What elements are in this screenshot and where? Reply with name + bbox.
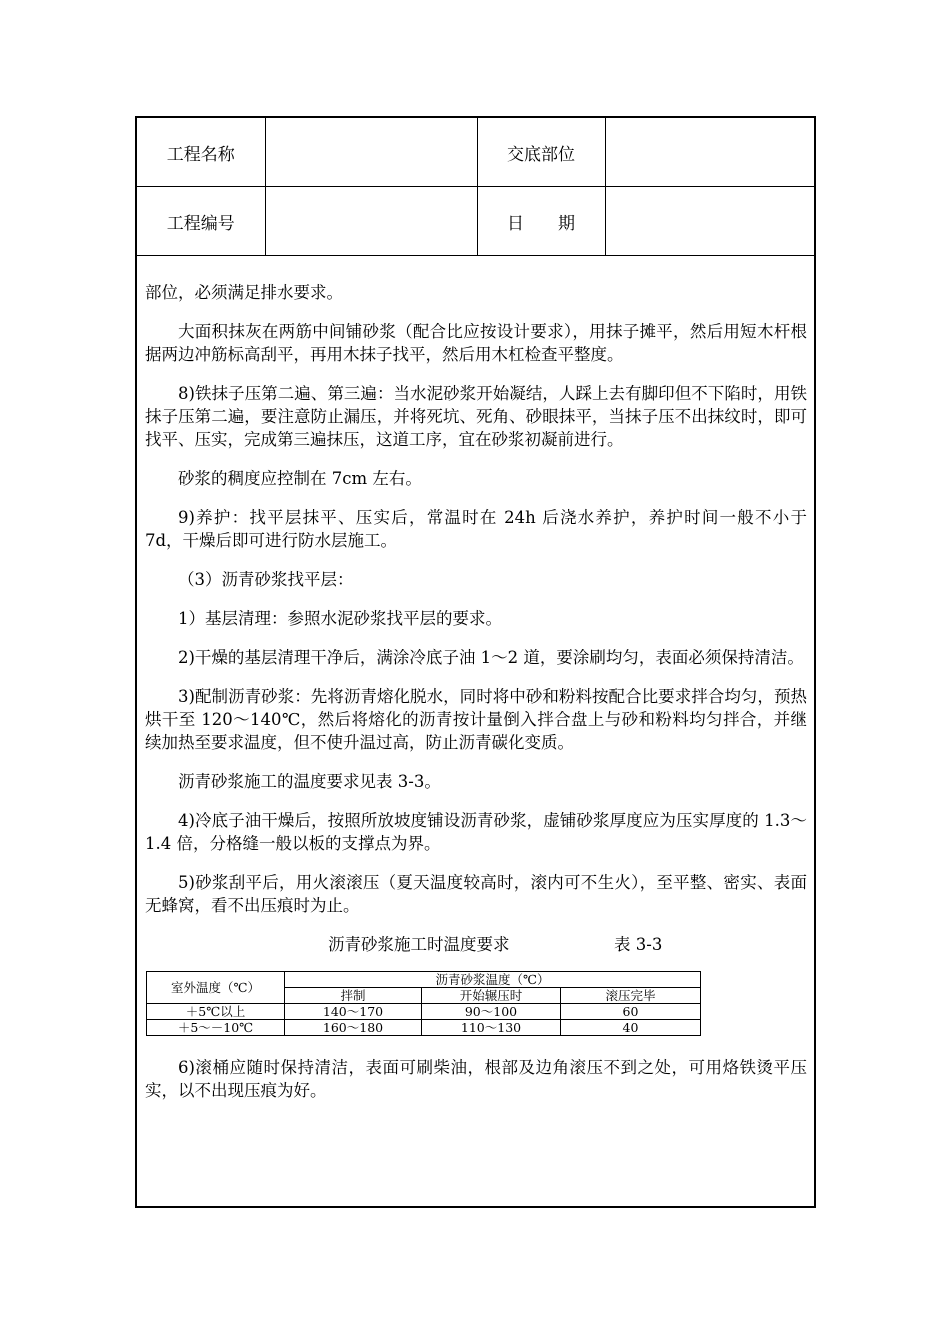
table-caption (145, 933, 807, 957)
subheader-rolling-end: 滚压完毕 (561, 988, 701, 1004)
temperature-table (146, 971, 701, 1036)
outdoor-temp-header: 室外温度（℃） (147, 972, 285, 1004)
paragraph: 1）基层清理：参照水泥砂浆找平层的要求。 (178, 609, 502, 628)
table-header-row (147, 972, 701, 988)
table-row (147, 1020, 701, 1036)
paragraph: 3)配制沥青砂浆：先将沥青熔化脱水，同时将中砂和粉料按配合比要求拌合均匀，预热烘干至 120～140℃，然后将熔化的沥青按计量倒入拌合盘上与砂和粉料均匀拌合，并继续加热至要求温度，但不使升温过高，防止沥青碳化变质。 (145, 687, 807, 752)
paragraph: 大面积抹灰在两筋中间铺砂浆（配合比应按设计要求），用抹子摊平，然后用短木杆根据两边冲筋标高刮平，再用木抹子找平，然后用木杠检查平整度。 (145, 322, 807, 364)
date-value (605, 187, 814, 256)
table-number: 表 3-3 (614, 935, 663, 954)
paragraph: 9)养护：找平层抹平、压实后，常温时在 24h 后浇水养护，养护时间一般不小于 7d，干燥后即可进行防水层施工。 (145, 508, 807, 550)
paragraph: 8)铁抹子压第二遍、第三遍：当水泥砂浆开始凝结，人踩上去有脚印但不下陷时，用铁抹子压第二遍，要注意防止漏压，并将死坑、死角、砂眼抹平，当抹子压不出抹纹时，即可找平、压实，完成第三遍抹压，这道工序，宜在砂浆初凝前进行。 (145, 384, 807, 449)
disclosure-part-label: 交底部位 (477, 118, 605, 187)
cell-rolling-end: 60 (561, 1004, 701, 1020)
paragraph: 沥青砂浆施工的温度要求见表 3-3。 (178, 772, 441, 791)
cell-rolling-end: 40 (561, 1020, 701, 1036)
paragraph: （3）沥青砂浆找平层： (178, 570, 354, 589)
header-row-2 (137, 187, 814, 256)
cell-mixing: 160～180 (285, 1020, 422, 1036)
cell-outdoor: ＋5～－10℃ (147, 1020, 285, 1036)
cell-rolling-start: 110～130 (422, 1020, 561, 1036)
paragraph: 2)干燥的基层清理干净后，满涂冷底子油 1～2 道，要涂刷均匀，表面必须保持清洁。 (178, 648, 804, 667)
paragraph: 5)砂浆刮平后，用火滚滚压（夏天温度较高时，滚内可不生火），至平整、密实、表面无蜂窝，看不出压痕时为止。 (145, 873, 807, 915)
mortar-temp-header: 沥青砂浆温度（℃） (285, 972, 701, 988)
cell-mixing: 140～170 (285, 1004, 422, 1020)
paragraph: 4)冷底子油干燥后，按照所放坡度铺设沥青砂浆，虚铺砂浆厚度应为压实厚度的 1.3～1.4 倍，分格缝一般以板的支撑点为界。 (145, 811, 807, 853)
project-name-value (265, 118, 477, 187)
header-table (137, 118, 814, 256)
subheader-rolling-start: 开始辗压时 (422, 988, 561, 1004)
cell-rolling-start: 90～100 (422, 1004, 561, 1020)
paragraph: 砂浆的稠度应控制在 7cm 左右。 (178, 469, 422, 488)
project-name-label: 工程名称 (137, 118, 265, 187)
date-label: 日 期 (477, 187, 605, 256)
paragraph: 6)滚桶应随时保持清洁，表面可刷柴油，根部及边角滚压不到之处，可用烙铁烫平压实，以不出现压痕为好。 (145, 1058, 807, 1100)
disclosure-part-value (605, 118, 814, 187)
table-title: 沥青砂浆施工时温度要求 (328, 935, 510, 954)
header-row-1 (137, 118, 814, 187)
cell-outdoor: ＋5℃以上 (147, 1004, 285, 1020)
document-frame (135, 116, 816, 1208)
paragraph: 部位，必须满足排水要求。 (145, 283, 343, 302)
project-no-value (265, 187, 477, 256)
subheader-mixing: 拌制 (285, 988, 422, 1004)
body-content (145, 281, 807, 1118)
project-no-label: 工程编号 (137, 187, 265, 256)
table-row (147, 1004, 701, 1020)
